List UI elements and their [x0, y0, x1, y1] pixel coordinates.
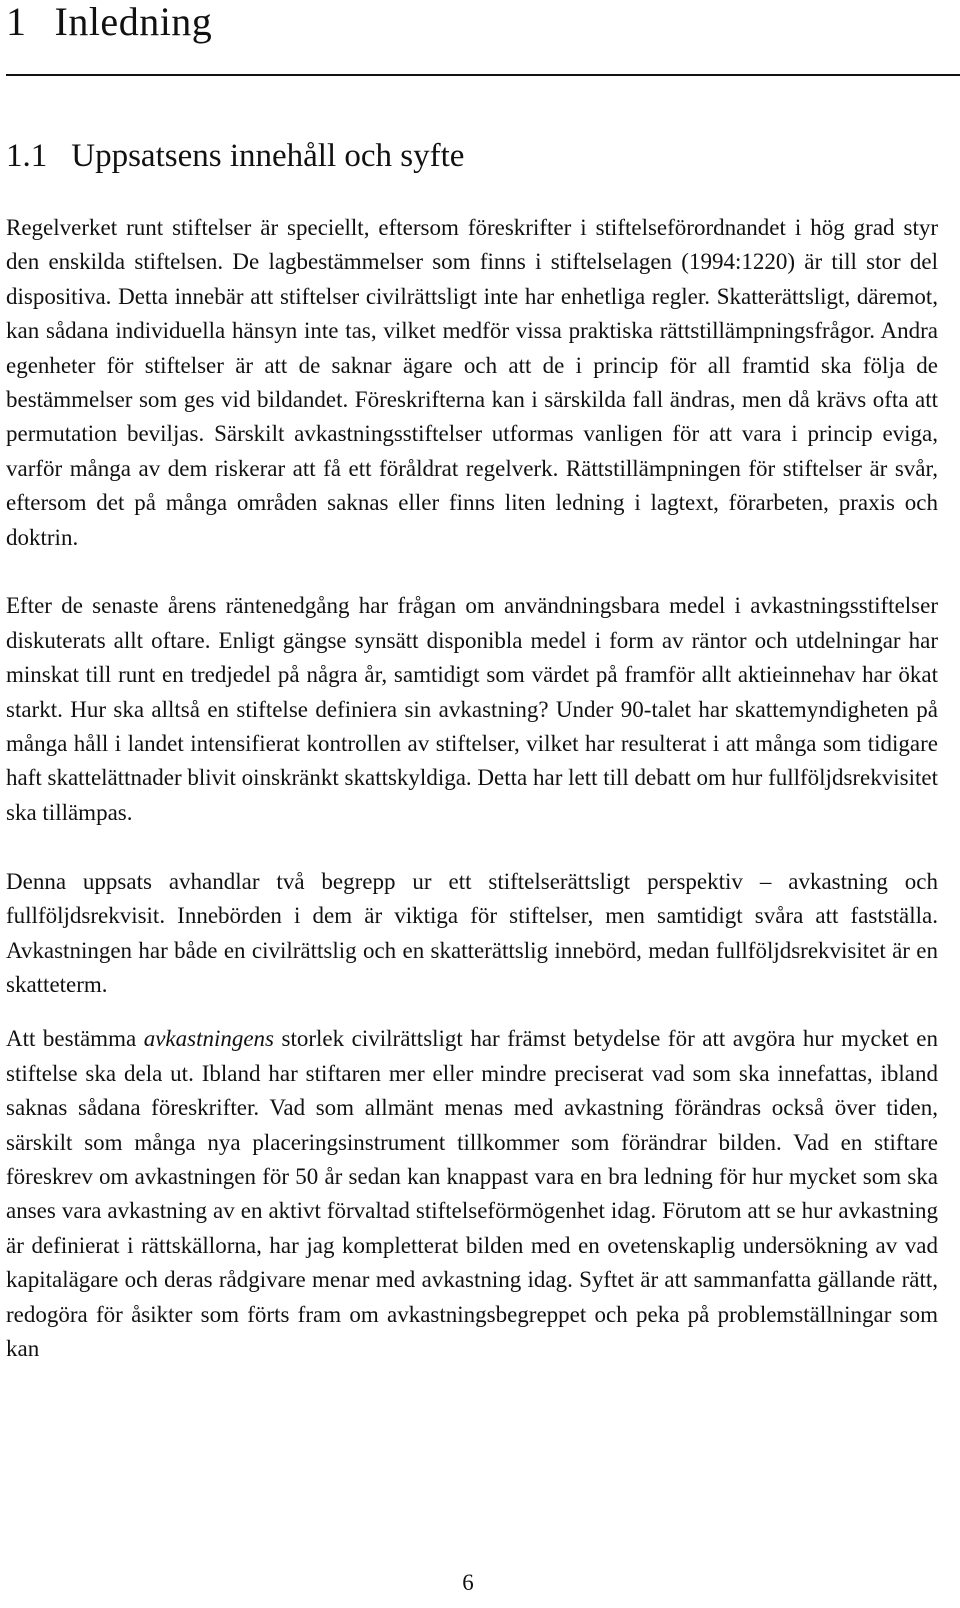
chapter-number: 1 [6, 0, 27, 44]
paragraph-4-lead: Att bestämma [6, 1026, 144, 1052]
heading-rule [6, 74, 960, 76]
section-heading [6, 137, 464, 175]
page-number: 6 [462, 1570, 474, 1595]
paragraph-1: Regelverket runt stiftelser är speciellt, eftersom föreskrifter i stiftelseförordnandet i hög grad styr den enskilda stiftelsen. De lagbestämmelser som finns i stiftelselagen (1994:1220) är till stor del dispositiva. Detta innebär att stiftelser civilrättsligt inte har enhetliga regler. Skatterättsligt, däremot, kan sådana individuella hänsyn inte tas, vilket medför vissa praktiska rättstillämpningsfrågor. Andra egenheter för stiftelser är att de saknar ägare och att de i princip för all framtid ska följa de bestämmelser som ges vid bildandet. Föreskrifterna kan i särskilda fall ändras, men då krävs ofta att permutation beviljas. Särskilt avkastningsstiftelser utformas vanligen för att vara i princip eviga, varför många av dem riskerar att få ett föråldrat regelverk. Rättstillämpningen för stiftelser är svår, eftersom det på många områden saknas eller finns liten ledning i lagtext, förarbeten, praxis och doktrin. [6, 215, 938, 550]
paragraph-4-rest: storlek civilrättsligt har främst betydelse för att avgöra hur mycket en stiftelse ska dela ut. Ibland har stiftaren mer eller mindre preciserat vad som ska innefattas, ibland saknas sådana föreskrifter. Vad som allmänt menas med avkastning förändras också över tiden, särskilt som många nya placeringsinstrument tillkommer som förändrar bilden. Vad en stiftare föreskrev om avkastningen för 50 år sedan kan knappast vara en bra ledning för hur mycket som ska anses vara avkastning av en aktivt förvaltad stiftelseförmögenhet idag. Förutom att se hur avkastning är definierat i rättskällorna, har jag kompletterat bilden med en ovetenskaplig undersökning av vad kapitalägare och deras rådgivare menar med avkastning idag. Syftet är att sammanfatta gällande rätt, redogöra för åsikter som förts fram om avkastningsbegreppet och peka på problemställningar som kan [6, 1026, 938, 1361]
chapter-heading [6, 0, 938, 50]
section-number: 1.1 [6, 138, 48, 174]
section-title: Uppsatsens innehåll och syfte [71, 138, 465, 174]
paragraph-4 [6, 1022, 938, 1366]
body-text [6, 211, 938, 1366]
chapter-title: Inledning [54, 0, 213, 44]
paragraph-3: Denna uppsats avhandlar två begrepp ur ett stiftelserättsligt perspektiv – avkastning och fullföljdsrekvisit. Innebörden i dem är viktiga för stiftelser, men samtidigt svåra att fastställa. Avkastningen har både en civilrättslig och en skatterättslig innebörd, medan fullföljdsrekvisitet är en skatteterm. [6, 868, 938, 997]
paragraph-4-emphasis: avkastningens [143, 1026, 275, 1052]
paragraph-2: Efter de senaste årens räntenedgång har frågan om användningsbara medel i avkastningsstiftelser diskuterats allt oftare. Enligt gängse synsätt disponibla medel i form av räntor och utdelningar har minskat till runt en tredjedel på några år, samtidigt som värdet på framför allt aktieinnehav har ökat starkt. Hur ska alltså en stiftelse definiera sin avkastning? Under 90-talet har skattemyndigheten på många håll i landet intensifierat kontrollen av stiftelser, vilket har resulterat i att många som tidigare haft skattelättnader blivit oinskränkt skattskyldiga. Detta har lett till debatt om hur fullföljdsrekvisitet ska tillämpas. [6, 593, 938, 825]
document-page [6, 0, 938, 1361]
